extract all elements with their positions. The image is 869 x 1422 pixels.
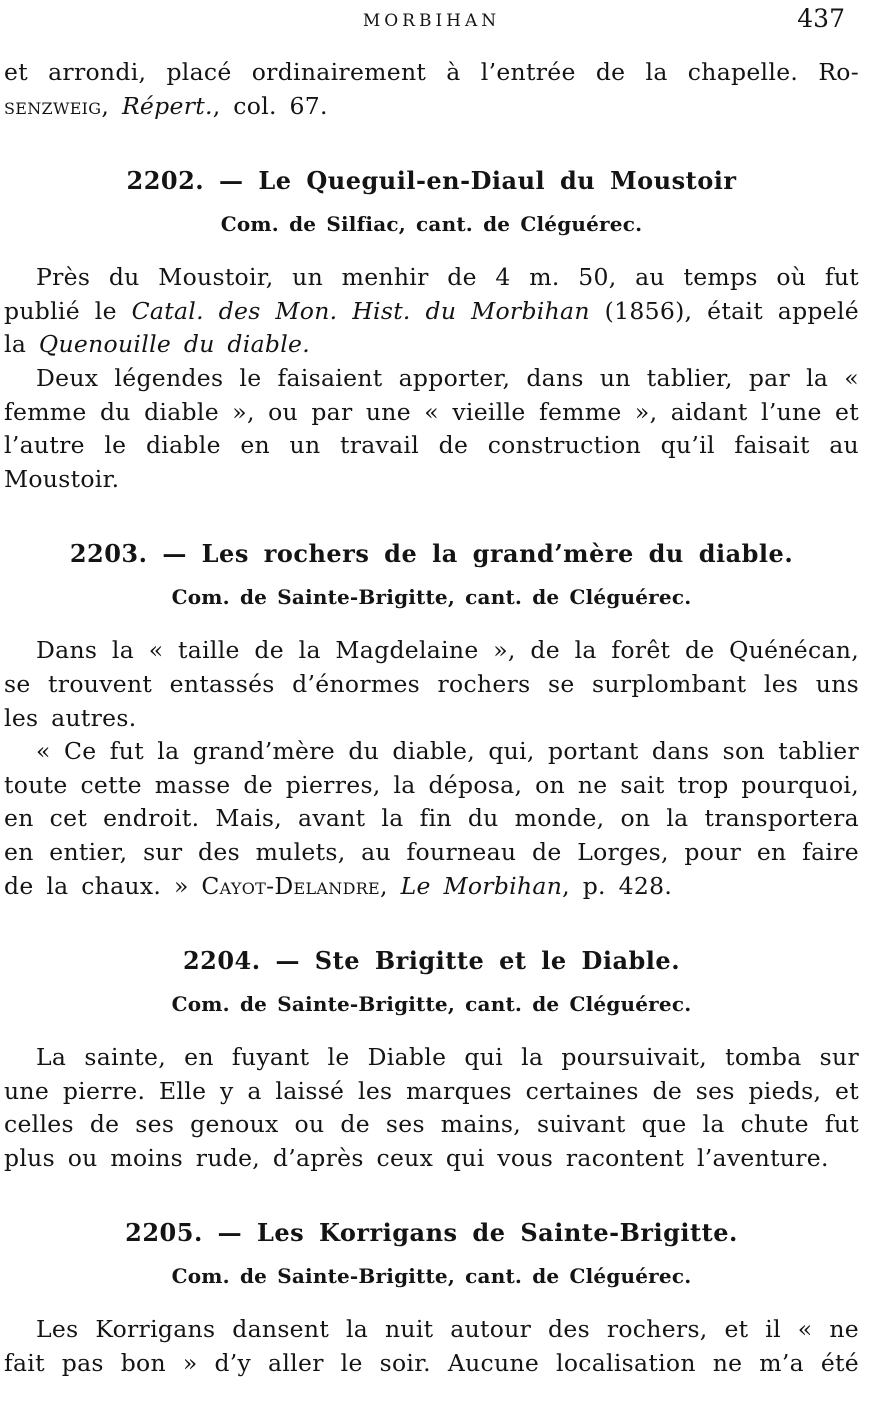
paragraph <box>4 362 859 496</box>
section-subheading: Com. de Sainte-Brigitte, cant. de Cléguérec. <box>171 585 692 610</box>
text-run: Deux légendes le faisaient apporter, dans un tablier, par la « femme du diable », ou par une « vieille femme », aidant l’une et l’autre le diable en un travail de construction qu’il faisait au Moustoir. <box>4 363 859 493</box>
section-subheading: Com. de Sainte-Brigitte, cant. de Cléguérec. <box>171 1264 692 1289</box>
paragraph <box>4 1313 859 1380</box>
paragraph <box>4 1041 859 1175</box>
italic-text: Quenouille du diable. <box>38 330 311 359</box>
paragraph <box>4 56 859 123</box>
text-run: (1856), était appelé la <box>4 296 859 359</box>
italic-text: Répert. <box>121 91 213 120</box>
italic-text: Le Morbihan <box>400 871 563 900</box>
text-run: et arrondi, placé ordinairement à l’entrée de la chapelle. Ro- <box>4 58 859 86</box>
text-run: , <box>380 871 401 900</box>
section-heading: 2204. — Ste Brigitte et le Diable. <box>182 946 681 976</box>
smallcaps-text: Cayot-Delandre <box>201 871 381 900</box>
text-run: « Ce fut la grand’mère du diable, qui, portant dans son tablier toute cette masse de pierres, la déposa, on ne sait trop pourquoi, en cet endroit. Mais, avant la fin du monde, on la transportera en entier, sur des mulets, au fourneau de Lorges, pour en faire de la chaux. » <box>4 737 859 900</box>
paragraph <box>4 735 859 903</box>
text-run: Dans la « taille de la Magdelaine », de la forêt de Quénécan, se trouvent entassés d’énormes rochers se surplombant les uns les autres. <box>4 636 859 732</box>
running-title: MORBIHAN <box>362 11 501 31</box>
text-run: La sainte, en fuyant le Diable qui la poursuivait, tomba sur une pierre. Elle y a laissé les marques certaines de ses pieds, et celles de ses genoux ou de ses mains, suivant que la chute fut plus ou moins rude, d’après ceux qui vous racontent l’aventure. <box>4 1043 859 1172</box>
text-run: , col. 67. <box>212 91 328 120</box>
section-heading: 2202. — Le Queguil-en-Diaul du Moustoir <box>126 166 737 196</box>
paragraph <box>4 261 859 362</box>
section-heading: 2205. — Les Korrigans de Sainte-Brigitte. <box>125 1218 738 1248</box>
page-body <box>4 56 859 1381</box>
text-run: , <box>101 91 122 120</box>
italic-text: Catal. des Mon. Hist. du Morbihan <box>131 296 590 325</box>
section-subheading: Com. de Silfiac, cant. de Cléguérec. <box>220 212 643 237</box>
page-header <box>4 4 859 36</box>
text-run: Les Korrigans dansent la nuit autour des rochers, et il « ne fait pas bon » d’y aller le soir. Aucune localisation ne m’a été <box>4 1315 859 1378</box>
page-number: 437 <box>797 4 845 33</box>
section-heading: 2203. — Les rochers de la grand’mère du diable. <box>69 539 794 569</box>
section-subheading: Com. de Sainte-Brigitte, cant. de Cléguérec. <box>171 992 692 1017</box>
smallcaps-text: senzweig <box>4 91 102 120</box>
text-run: , p. 428. <box>562 871 673 900</box>
text-run: Près du Moustoir, un menhir de 4 m. 50, au temps où fut publié le <box>4 263 859 325</box>
paragraph <box>4 634 859 735</box>
